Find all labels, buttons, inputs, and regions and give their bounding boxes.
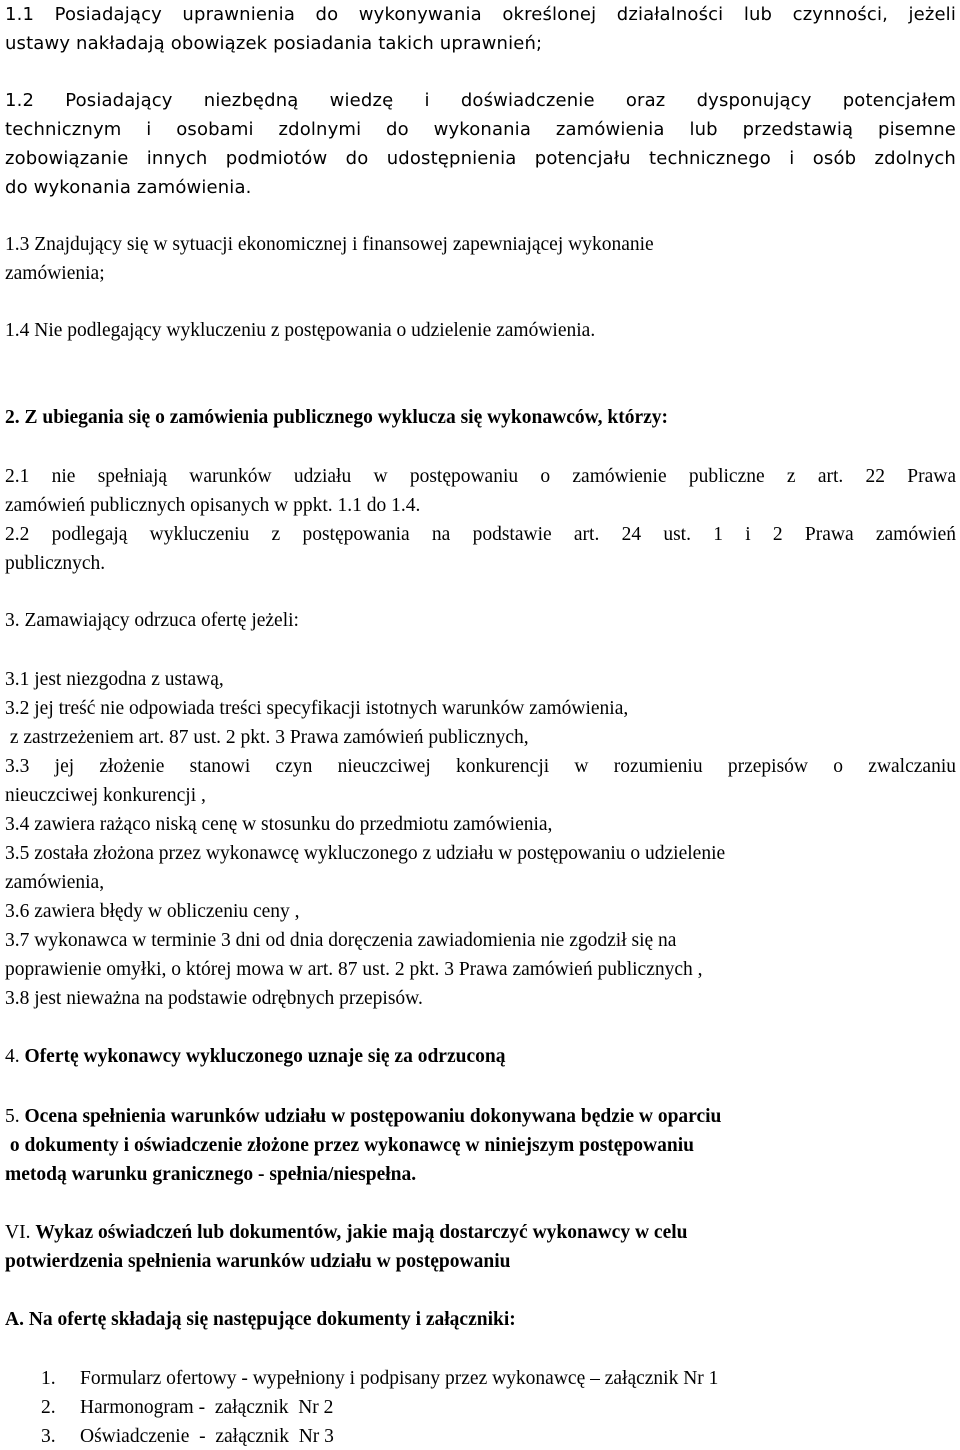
section-5-line-1 xyxy=(5,1105,956,1129)
item-3-3-line-1: 3.3 jej złożenie stanowi czyn nieuczciwej konkurencji w rozumieniu przepisów o zwalczaniu xyxy=(5,756,956,777)
paragraph-2-2-line-2: publicznych. xyxy=(5,553,106,574)
paragraph-1-4: 1.4 Nie podlegający wykluczeniu z postępowania o udzielenie zamówienia. xyxy=(5,320,596,341)
item-3-2-line-2: z zastrzeżeniem art. 87 ust. 2 pkt. 3 Prawa zamówień publicznych, xyxy=(5,727,529,748)
section-a-heading: A. Na ofertę składają się następujące dokumenty i załączniki: xyxy=(5,1309,516,1330)
paragraph-1-3-line-1: 1.3 Znajdujący się w sytuacji ekonomicznej i finansowej zapewniającej wykonanie xyxy=(5,234,654,255)
paragraph-2-1-line-1: 2.1 nie spełniają warunków udziału w postępowaniu o zamówienie publiczne z art. 22 Prawa xyxy=(5,466,956,487)
paragraph-1-1-line-1: 1.1 Posiadający uprawnienia do wykonywania określonej działalności lub czynności, jeżeli xyxy=(5,4,956,25)
section-vi-number: VI. xyxy=(5,1222,36,1243)
item-3-8: 3.8 jest nieważna na podstawie odrębnych przepisów. xyxy=(5,988,423,1009)
list-item-text: Oświadczenie - załącznik Nr 3 xyxy=(80,1426,334,1447)
list-item-number: 1. xyxy=(41,1368,56,1389)
item-3-2-line-1: 3.2 jej treść nie odpowiada treści specyfikacji istotnych warunków zamówienia, xyxy=(5,698,629,719)
paragraph-1-2-line-3: zobowiązanie innych podmiotów do udostępnienia potencjału technicznego i osób zdolnych xyxy=(5,148,956,169)
section-vi-line-1 xyxy=(5,1221,956,1245)
section-5-number: 5. xyxy=(5,1106,25,1127)
paragraph-1-2-line-2: technicznym i osobami zdolnymi do wykonania zamówienia lub przedstawią pisemne xyxy=(5,119,956,140)
list-item-text: Harmonogram - załącznik Nr 2 xyxy=(80,1397,334,1418)
section-5-line-2: o dokumenty i oświadczenie złożone przez wykonawcę w niniejszym postępowaniu xyxy=(5,1135,694,1156)
list-item-number: 2. xyxy=(41,1397,56,1418)
item-3-7-line-1: 3.7 wykonawca w terminie 3 dni od dnia doręczenia zawiadomienia nie zgodził się na xyxy=(5,930,677,951)
section-vi-line-1-text: Wykaz oświadczeń lub dokumentów, jakie mają dostarczyć wykonawcy w celu xyxy=(35,1222,688,1243)
section-5-line-1-text: Ocena spełnienia warunków udziału w postępowaniu dokonywana będzie w oparciu xyxy=(24,1106,722,1127)
item-3-5-line-1: 3.5 została złożona przez wykonawcę wykluczonego z udziału w postępowaniu o udzielenie xyxy=(5,843,726,864)
item-3-3-line-2: nieuczciwej konkurencji , xyxy=(5,785,206,806)
item-3-4: 3.4 zawiera rażąco niską cenę w stosunku do przedmiotu zamówienia, xyxy=(5,814,553,835)
section-4-text: Ofertę wykonawcy wykluczonego uznaje się za odrzuconą xyxy=(24,1046,506,1067)
section-vi-line-2: potwierdzenia spełnienia warunków udziału w postępowaniu xyxy=(5,1251,511,1272)
section-2-heading: 2. Z ubiegania się o zamówienia publicznego wyklucza się wykonawców, którzy: xyxy=(5,407,669,428)
item-3-6: 3.6 zawiera błędy w obliczeniu ceny , xyxy=(5,901,300,922)
section-4-number: 4. xyxy=(5,1046,25,1067)
paragraph-1-2-line-4: do wykonania zamówienia. xyxy=(5,177,252,198)
list-item-text: Formularz ofertowy - wypełniony i podpisany przez wykonawcę – załącznik Nr 1 xyxy=(80,1368,719,1389)
list-item-number: 3. xyxy=(41,1426,56,1447)
section-5-line-3: metodą warunku granicznego - spełnia/niespełna. xyxy=(5,1164,417,1185)
paragraph-2-2-line-1: 2.2 podlegają wykluczeniu z postępowania na podstawie art. 24 ust. 1 i 2 Prawa zamówień xyxy=(5,524,956,545)
paragraph-2-1-line-2: zamówień publicznych opisanych w ppkt. 1.1 do 1.4. xyxy=(5,495,421,516)
paragraph-1-2-line-1: 1.2 Posiadający niezbędną wiedzę i doświadczenie oraz dysponujący potencjałem xyxy=(5,90,956,111)
section-3-heading: 3. Zamawiający odrzuca ofertę jeżeli: xyxy=(5,610,299,631)
item-3-7-line-2: poprawienie omyłki, o której mowa w art. 87 ust. 2 pkt. 3 Prawa zamówień publicznych , xyxy=(5,959,703,980)
paragraph-1-3-line-2: zamówienia; xyxy=(5,263,105,284)
item-3-1: 3.1 jest niezgodna z ustawą, xyxy=(5,669,224,690)
item-3-5-line-2: zamówienia, xyxy=(5,872,105,893)
section-4 xyxy=(5,1045,956,1069)
paragraph-1-1-line-2: ustawy nakładają obowiązek posiadania takich uprawnień; xyxy=(5,33,543,54)
